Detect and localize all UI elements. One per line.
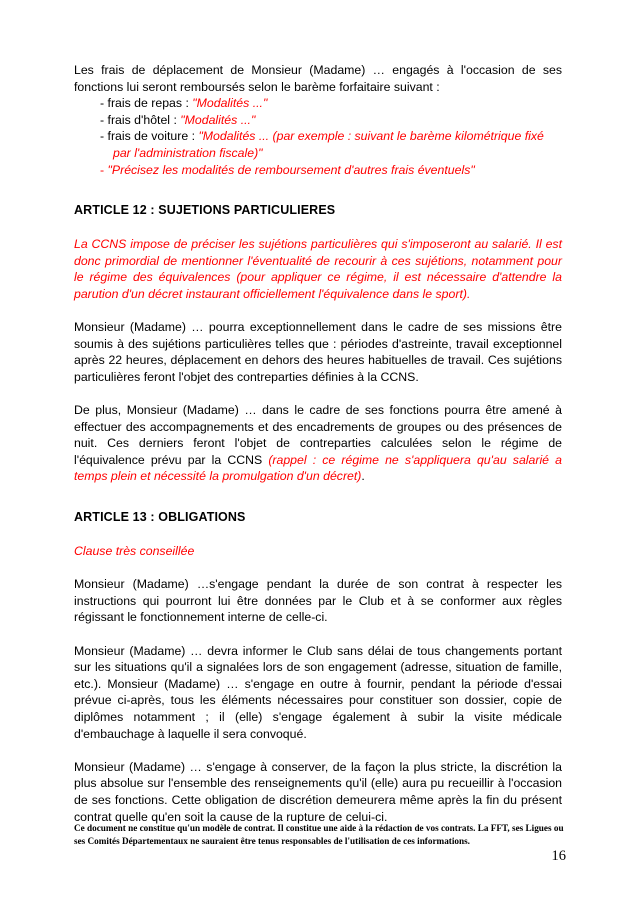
- article-12-paragraph-2-note: (rappel : ce régime ne s'appliquera qu'au salarié a temps plein et nécessité la promulgation d'un décret): [74, 452, 562, 484]
- article-13-heading: ARTICLE 13 : OBLIGATIONS: [74, 510, 246, 525]
- article-13-paragraph-1: Monsieur (Madame) …s'engage pendant la durée de son contrat à respecter les instructions qui pourront lui être données par le Club et à se conformer aux règles régissant le fonctionnement interne de celle-ci.: [74, 577, 562, 625]
- document-body: [74, 62, 562, 825]
- list-bullet-dash: -: [100, 112, 105, 127]
- list-item: [74, 95, 562, 112]
- list-item-value: "Modalités ... (par exemple : suivant le barème kilométrique fixé par l'administration fiscale)": [113, 129, 544, 160]
- list-item: [74, 112, 562, 129]
- travel-expenses-list: [74, 95, 562, 178]
- list-item-label: frais de voiture :: [107, 129, 199, 144]
- list-item: [74, 162, 562, 179]
- page-number: 16: [551, 848, 566, 864]
- list-item-value: "Précisez les modalités de remboursement d'autres frais éventuels": [107, 162, 475, 177]
- list-item-label: frais d'hôtel :: [107, 112, 181, 127]
- article-12-paragraph-2-lead: De plus, Monsieur (Madame) … dans le cadre de ses fonctions pourra être amené à effectuer des accompagnements et des encadrements de groupes ou des présences de nuit. Ces derniers feront l'objet de contreparties calculées selon le régime de l'équivalence prévu par la CCNS: [74, 403, 562, 467]
- article-13-advice-note: Clause très conseillée: [74, 544, 195, 559]
- article-13-paragraph-3: Monsieur (Madame) … s'engage à conserver, de la façon la plus stricte, la discrétion la plus absolue sur l'ensemble des renseignements qu'il (elle) aura pu recueillir à l'occasion de ses fonctions. Cette obligation de discrétion demeurera même après la fin du présent contrat quelle qu'en soit la cause de la rupture de celui-ci.: [74, 759, 562, 824]
- article-12-advice-note: La CCNS impose de préciser les sujétions particulières qui s'imposeront au salarié. Il est donc primordial de mentionner l'éventualité de recourir à ces sujétions, notamment pour le régime des équivalences (pour appliquer ce régime, il est nécessaire d'attendre la parution d'un décret instaurant officiellement l'équivalence dans le sport).: [74, 237, 562, 301]
- list-bullet-dash: -: [100, 162, 105, 177]
- list-item-value: "Modalités ...": [192, 96, 268, 111]
- travel-expenses-intro: Les frais de déplacement de Monsieur (Madame) … engagés à l'occasion de ses fonctions lui seront remboursés selon le barème forfaitaire suivant :: [74, 63, 562, 94]
- article-12-paragraph-2: [74, 402, 562, 485]
- list-bullet-dash: -: [100, 129, 105, 144]
- footer-disclaimer: Ce document ne constitue qu'un modèle de contrat. Il constitue une aide à la rédaction de vos contrats. La FFT, ses Ligues ou ses Comités Départementaux ne sauraient être tenus responsables de l'utilisation de ces informations.: [74, 823, 564, 846]
- article-12-paragraph-1: Monsieur (Madame) … pourra exceptionnellement dans le cadre de ses missions être soumis à des sujétions particulières telles que : périodes d'astreinte, travail exceptionnel après 22 heures, déplacement en dehors des heures habituelles de travail. Ces sujétions particulières feront l'objet des contreparties définies à la CCNS.: [74, 320, 562, 384]
- article-13-paragraph-2: Monsieur (Madame) … devra informer le Club sans délai de tous changements portant sur les situations qu'il a signalées lors de son engagement (adresse, situation de famille, etc.). Monsieur (Madame) … s'engage en outre à fournir, pendant la période d'essai prévue ci-après, tous les éléments nécessaires pour constituer son dossier, copie de diplômes notamment ; il (elle) s'engage également à subir la visite médicale d'embauchage à laquelle il sera convoqué.: [74, 643, 562, 741]
- article-12-heading: ARTICLE 12 : SUJETIONS PARTICULIERES: [74, 203, 336, 218]
- list-item-value: "Modalités ...": [180, 112, 256, 127]
- page-footer: [74, 822, 566, 864]
- list-item-label: frais de repas :: [107, 96, 193, 111]
- list-item: [74, 128, 562, 161]
- list-bullet-dash: -: [100, 96, 105, 111]
- article-12-paragraph-2-tail: .: [361, 469, 365, 484]
